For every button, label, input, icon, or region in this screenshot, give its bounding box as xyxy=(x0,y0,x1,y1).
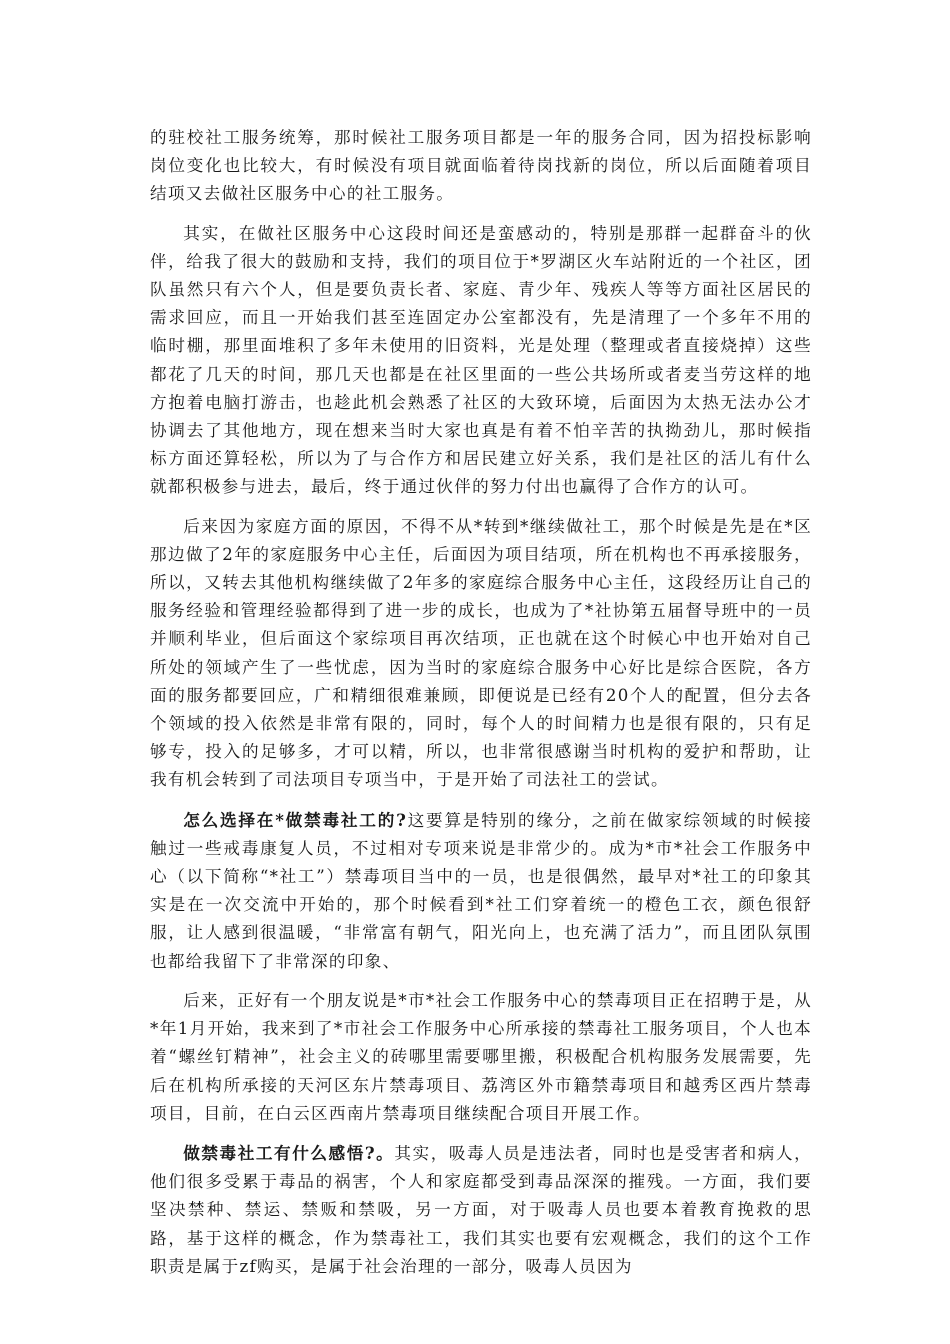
paragraph-1 xyxy=(150,124,812,209)
paragraph-4 xyxy=(150,806,812,976)
paragraph-lead-question: 怎么选择在*做禁毒社工的? xyxy=(183,809,408,830)
paragraph-text: 后来，正好有一个朋友说是*市*社会工作服务中心的禁毒项目正在招聘于是，从*年1月开始，我来到了*市社会工作服务中心所承接的禁毒社工服务项目，个人也本着“螺丝钉精神”，社会主义的砖哪里需要哪里搬，积极配合机构服务发展需要，先后在机构所承接的天河区东片禁毒项目、荔湾区外市籍禁毒项目和越秀区西片禁毒项目，目前，在白云区西南片禁毒项目继续配合项目开展工作。 xyxy=(150,990,812,1123)
paragraph-6 xyxy=(150,1139,812,1281)
paragraph-lead-question: 做禁毒社工有什么感悟?。 xyxy=(183,1142,395,1163)
paragraph-text: 后来因为家庭方面的原因，不得不从*转到*继续做社工，那个时候是先是在*区那边做了2年的家庭服务中心主任，后面因为项目结项，所在机构也不再承接服务，所以，又转去其他机构继续做了2年多的家庭综合服务中心主任，这段经历让自己的服务经验和管理经验都得到了进一步的成长，也成为了*社协第五届督导班中的一员并顺利毕业，但后面这个家综项目再次结项，正也就在这个时候心中也开始对自己所处的领域产生了一些忧虑，因为当时的家庭综合服务中心好比是综合医院，各方面的服务都要回应，广和精细很难兼顾，即便说是已经有20个人的配置，但分去各个领域的投入依然是非常有限的，同时，每个人的时间精力也是很有限的，只有足够专，投入的足够多，才可以精，所以，也非常很感谢当时机构的爱护和帮助，让我有机会转到了司法项目专项当中，于是开始了司法社工的尝试。 xyxy=(150,516,812,790)
paragraph-5 xyxy=(150,987,812,1128)
document-page xyxy=(150,124,812,1292)
paragraph-text: 这要算是特别的缘分，之前在做家综领域的时候接触过一些戒毒康复人员，不过相对专项来说是非常少的。成为*市*社会工作服务中心（以下简称“*社工”）禁毒项目当中的一员，也是很偶然，最早对*社工的印象其实是在一次交流中开始的，那个时候看到*社工们穿着统一的橙色工衣，颜色很舒服，让人感到很温暖，“非常富有朝气，阳光向上，也充满了活力”，而且团队氛围也都给我留下了非常深的印象、 xyxy=(150,810,812,971)
paragraph-2 xyxy=(150,220,812,502)
paragraph-text: 的驻校社工服务统筹，那时候社工服务项目都是一年的服务合同，因为招投标影响岗位变化也比较大，有时候没有项目就面临着待岗找新的岗位，所以后面随着项目结项又去做社区服务中心的社工服务。 xyxy=(150,128,812,204)
paragraph-text: 其实，吸毒人员是违法者，同时也是受害者和病人，他们很多受累于毒品的祸害，个人和家庭都受到毒品深深的摧残。一方面，我们要坚决禁种、禁运、禁贩和禁吸，另一方面，对于吸毒人员也要本着教育挽救的思路，基于这样的概念，作为禁毒社工，我们其实也要有宏观概念，我们的这个工作职责是属于zf购买，是属于社会治理的一部分，吸毒人员因为 xyxy=(150,1143,812,1276)
paragraph-text: 其实，在做社区服务中心这段时间还是蛮感动的，特别是那群一起群奋斗的伙伴，给我了很大的鼓励和支持，我们的项目位于*罗湖区火车站附近的一个社区，团队虽然只有六个人，但是要负责长者、家庭、青少年、残疾人等等方面社区居民的需求回应，而且一开始我们甚至连固定办公室都没有，先是清理了一个多年不用的临时棚，那里面堆积了多年未使用的旧资料，光是处理（整理或者直接烧掉）这些都花了几天的时间，那几天也都是在社区里面的一些公共场所或者麦当劳这样的地方抱着电脑打游击，也趁此机会熟悉了社区的大致环境，后面因为太热无法办公才协调去了其他地方，现在想来当时大家也真是有着不怕辛苦的执拗劲儿，那时候指标方面还算轻松，所以为了与合作方和居民建立好关系，我们是社区的活儿有什么就都积极参与进去，最后，终于通过伙伴的努力付出也赢得了合作方的认可。 xyxy=(150,223,812,497)
paragraph-3 xyxy=(150,513,812,795)
